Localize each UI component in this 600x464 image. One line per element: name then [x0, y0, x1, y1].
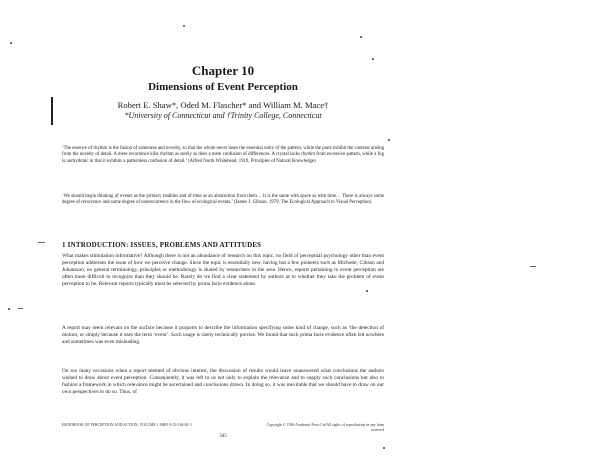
- body-paragraph: A report may seem relevant on the surface because it purports to describe the information specifying some kind of change, such as ‘the detection of motion, or simply because it uses the term ‘event’. Such usage is rarely technically precise. We found that such prima facie evidence often led nowhere and sometimes was even misleading.: [62, 325, 384, 346]
- scan-speck: [388, 139, 390, 141]
- scan-speck: [366, 290, 368, 292]
- scan-speck: [360, 36, 362, 38]
- margin-rule: [51, 97, 53, 125]
- body-paragraph: What makes stimulation informative? Although there is not an abundance of research on this topic, no field of perceptual psychology other than event perception addresses the issue of how we perceive change. Since the topic is essentially new, having but a few pioneers such as Michotte, Gibson and Johansson, no general terminology, principles or methodology is shared by researchers in the area. Hence, reports pertaining to event perception are often more difficult to recognize than they should be. Rarely do we find a clear statement by authors as to whether they take the problem of event perception to be. Relevant reports typically must be selected by prima facie evidence alone.: [62, 253, 384, 288]
- scan-speck: [10, 42, 12, 44]
- scan-speck: [8, 308, 10, 310]
- footer-publication: HANDBOOK OF PERCEPTION AND ACTION: VOLUME 1 ISBN 0-12-516161-1: [62, 423, 192, 427]
- epigraph-gibson: ‘We should begin thinking of events as the primary realities and of time as an abstraction from them… It is the same with space as with time… There is always some degree of recurrence and some degree of nonrecurrence in the flow of ecological events.’ (James J. Gibson, 1979, The Ecological Approach to Visual Perception): [62, 194, 384, 206]
- chapter-number: Chapter 10: [191, 63, 255, 78]
- scan-speck: [372, 58, 374, 60]
- footer-copyright: Copyright © 1996 Academic Press Ltd All rights of reproduction in any form reserved: [266, 423, 384, 432]
- page-number: 345: [219, 434, 227, 439]
- scan-mark: [18, 308, 23, 309]
- scan-mark: [38, 242, 45, 243]
- scan-speck: [183, 25, 185, 27]
- epigraph-whitehead: ‘The essence of rhythm is the fusion of sameness and novelty, so that the whole never loses the essential unity of the pattern, while the parts exhibit the contrast arising from the novelty of detail. A mere recurrence kills rhythm as surely as does a mere confusion of differences. A crystal lacks rhythm from excessive pattern, while a fog is unrhythmic in that it exhibits a patternless confusion of detail.’ (Alfred North Whitehead, 1919, Principles of Natural Knowledge): [62, 146, 384, 164]
- chapter-title: Dimensions of Event Perception: [148, 81, 298, 93]
- body-paragraph: On too many occasions when a report seemed of obvious interest, the discussion of results would leave unanswered what conclusions the authors wished to draw about event perception. Consequently, it was left to us not only to explain the relevance and to supply such conclusions but also to fashion a framework in which relevance might be ascertained and conclusions drawn. In doing so, it was inevitable that we should have to draw on our own perspectives to do so. Thus, of: [62, 368, 384, 396]
- section-heading: 1 INTRODUCTION: ISSUES, PROBLEMS AND ATTITUDES: [62, 241, 262, 249]
- scan-mark: [530, 266, 536, 267]
- scan-speck: [383, 447, 385, 449]
- chapter-affiliation: *University of Connecticut and †Trinity College, Connecticut: [124, 111, 322, 120]
- chapter-authors: Robert E. Shaw*, Oded M. Flascher* and William M. Mace†: [117, 100, 329, 110]
